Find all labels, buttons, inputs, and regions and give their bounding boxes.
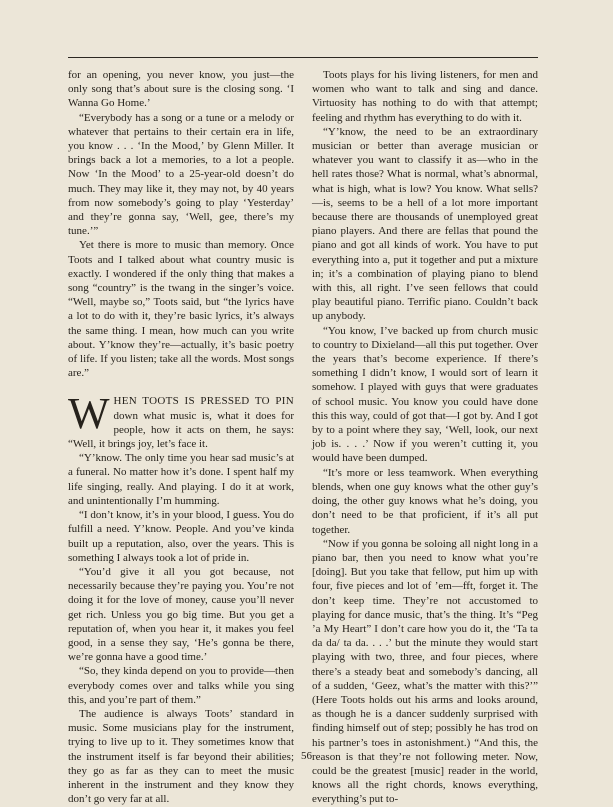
paragraph: “It’s more or less teamwork. When everything blends, when one guy knows what the other guy’s doing, the other guy knows what he’s doing, you don’t need to be that proficient, if it’s all put together. xyxy=(312,466,538,536)
page-number: 56 xyxy=(301,750,312,762)
paragraph: “Now if you gonna be soloing all night long in a piano bar, then you need to know what you’re [doing]. But you take that fellow, put him up with four, five pieces and lot of ’em—fft, forget it. The don’t keep time. They’re not accustomed to playing for dance music, that’s the thing. It’s “Peg ’a My Heart” I don’t care how you do it, the ‘Ta ta da da/ ta da. . . .’ but the minute they would start playing with two, three, and four pieces, where there’s a steady beat and somebody’s dancing, all of a sudden, ‘Geez, what’s the matter with this?’” (Here Toots holds out his arms and looks around, as though he is a dancer suddenly surprised with finding himself out of step; possibly he has trod on his partner’s toes in astonishment.) “And this, the reason is that they’re not following meter. Now, could be the greatest [music] reader in the world, knows all the right chords, knows everything, everything’s put to- xyxy=(312,537,538,806)
paragraph: for an opening, you never know, you just—the only song that’s about sure is the closing song. ‘I Wanna Go Home.’ xyxy=(68,69,294,110)
paragraph: “Y’know. The only time you hear sad music’s at a funeral. No matter how it’s done. I spent half my life singing, really. And playing. I do it at work, and unintentionally I’m humming. xyxy=(68,452,294,507)
section-opening-paragraph xyxy=(68,389,294,451)
paragraph: “I don’t know, it’s in your blood, I guess. You do fulfill a need. Y’know. People. And you’ve kinda built up a reputation, also, over the years. This is something I always took a lot of pride in. xyxy=(68,509,294,564)
drop-cap: W xyxy=(68,389,110,439)
paragraph: “You know, I’ve backed up from church music to country to Dixieland—all this put together. Over the years that’s become experience. If there’s something I didn’t know, I would sort of learn it somehow. I played with guys that were graduates of school music. You know you could have done this this way, could of got that—I got by. And I got by to a point where they say, ‘Well, look, our next job is. . . .’ Now if you weren’t cutting it, you would have been dumped. xyxy=(312,324,538,465)
paragraph: “Everybody has a song or a tune or a melody or whatever that pertains to their certain era in life, you know . . . ‘In the Mood,’ by Glenn Miller. It brings back a lot a memories, to a lot a people. Now ‘In the Mood’ to a 25-year-old doesn’t do much. They may like it, they may not, by 40 years from now somebody’s going to play ‘Yesterday’ and they’re gonna say, ‘Well, gee, there’s my tune.’” xyxy=(68,111,294,238)
left-column xyxy=(68,68,294,806)
paragraph: Yet there is more to music than memory. Once Toots and I talked about what country music is exactly. I wondered if the only thing that makes a song “country” is the twang in the singer’s voice. “Well, maybe so,” Toots said, but “the lyrics have a lot to do with it, they’re basic lyrics, it’s always the same thing. I mean, how much can you write about. Y’know they’re—actually, it’s basic poetry of life. If you listen; take all the words. Most songs are.” xyxy=(68,239,294,380)
section-lead-text: down what music is, what it does for people, how it acts on them, he says: “Well, it brings joy, let’s face it. xyxy=(68,409,294,451)
paragraph: “You’d give it all you got because, not necessarily because they’re paying you. You’re not doing it for the love of money, cause you’ll never get rich. Unless you go big time. But you get a reputation of, when you hear it, it makes you feel good, in a sense they say, ‘He’s gonna be there, we’re gonna have a good time.’ xyxy=(68,565,294,664)
paragraph: “Y’know, the need to be an extraordinary musician or better than average musician or whatever you want to classify it as—who in the hell rates those? What is normal, what’s abnormal, what is high, what is low? You know. What sells?—is, seems to be a hell of a lot more important because there are thousands of unemployed great piano players. And there are fellas that pound the piano and got all kinds of work. You have to put everything into a, put it together and put a mixture in; it’s a combination of playing piano to blend with this, all right. I’ve seen fellows that could play beautiful piano. Terrific piano. Couldn’t back up anybody. xyxy=(312,125,538,323)
paragraph: Toots plays for his living listeners, for men and women who want to talk and sing and dance. Virtuosity has nothing to do with that attempt; feeling and rhythm has everything to do with it. xyxy=(312,69,538,124)
header-rule xyxy=(68,57,538,58)
small-caps-lead: HEN TOOTS IS PRESSED TO PIN xyxy=(113,395,294,408)
right-column xyxy=(312,68,538,807)
paragraph: “So, they kinda depend on you to provide—then everybody comes over and talks while you sing this, and you’re part of them.” xyxy=(68,665,294,706)
paragraph: The audience is always Toots’ standard in music. Some musicians play for the instrument, trying to live up to it. They sometimes know that the instrument itself is far beyond their abilities; they go as far as they can to meet the music inherent in the instrument and they know they don’t go very far at all. xyxy=(68,707,294,806)
